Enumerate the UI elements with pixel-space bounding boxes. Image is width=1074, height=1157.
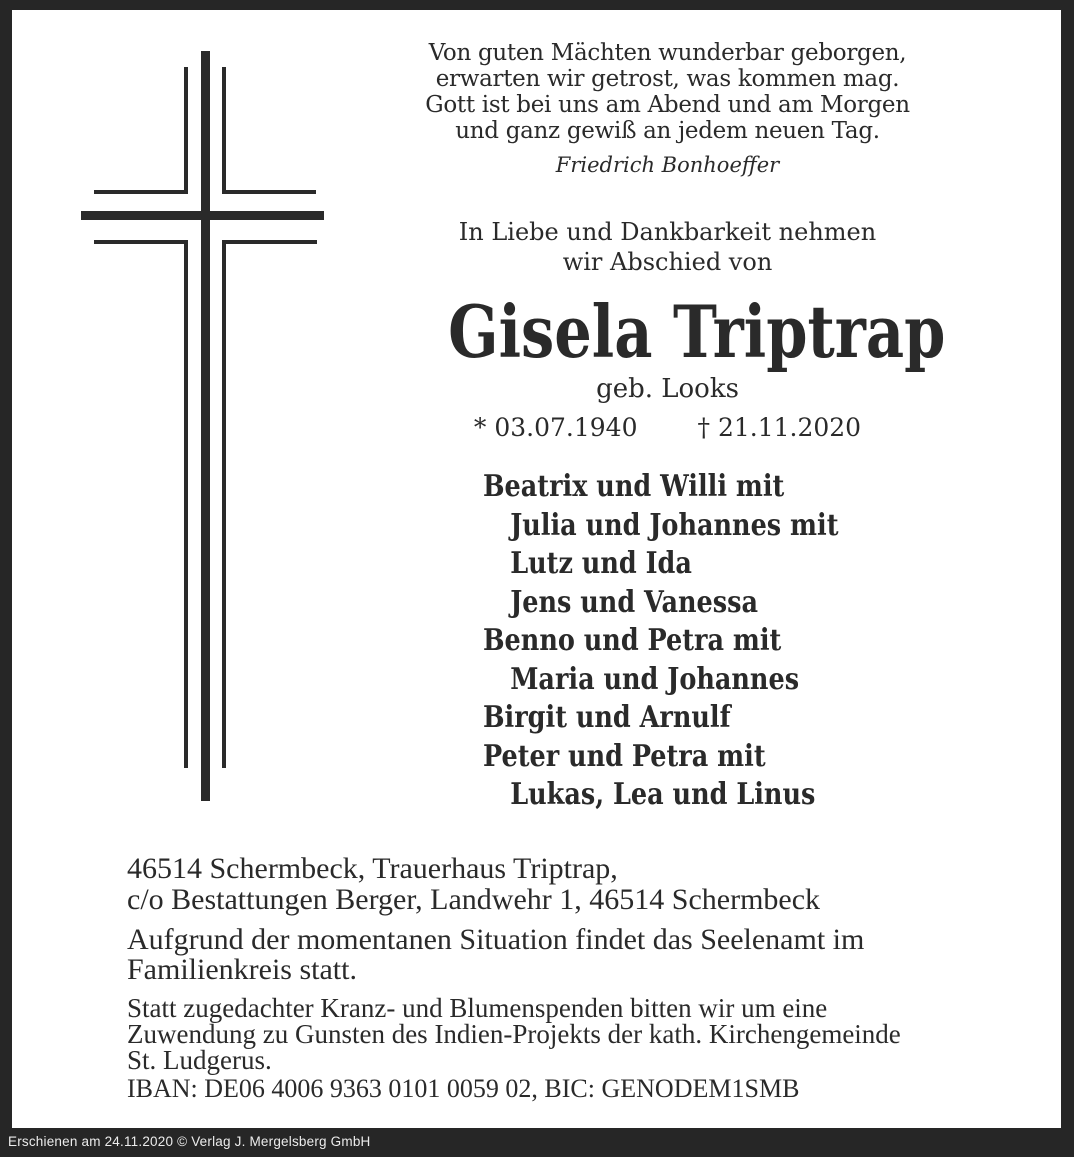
donation-note <box>127 995 901 1073</box>
donation-note-line: St. Ludgerus. <box>127 1045 272 1075</box>
cross-bar-thin-lower-right-horizontal <box>222 240 317 244</box>
mourner-line: Peter und Petra mit <box>483 738 766 774</box>
funeral-address-line: c/o Bestattungen Berger, Landwehr 1, 46514 Schermbeck <box>127 883 821 916</box>
service-note-line: Familienkreis statt. <box>127 953 357 986</box>
verse-attribution: Friedrich Bonhoeffer <box>555 153 780 177</box>
verse-line: erwarten wir getrost, was kommen mag. <box>435 66 900 92</box>
donation-note-line: Zuwendung zu Gunsten des Indien-Projekts der kath. Kirchengemeinde <box>127 1019 901 1049</box>
verse-line: Gott ist bei uns am Abend und am Morgen <box>425 92 910 118</box>
publication-note: Erschienen am 24.11.2020 © Verlag J. Mergelsberg GmbH <box>8 1134 371 1149</box>
cross-bar-thin-upper-left-vertical <box>184 67 188 194</box>
maiden-name: geb. Looks <box>596 374 739 404</box>
mourner-line: Beatrix und Willi mit <box>483 469 785 504</box>
cross-bar-thin-lower-right-vertical <box>222 240 226 768</box>
notice-paper <box>12 10 1061 1128</box>
mourner-line: Lutz und Ida <box>510 546 692 581</box>
cross-bar-thin-upper-right-vertical <box>222 67 226 194</box>
publisher-footer <box>8 1134 370 1149</box>
mourners-list <box>483 468 838 815</box>
service-note-line: Aufgrund der momentanen Situation findet das Seelenamt im <box>127 923 865 956</box>
cross-bar-vertical-main <box>201 51 210 801</box>
deceased-name: Gisela Triptrap <box>448 289 946 374</box>
cross-bar-thin-lower-left-vertical <box>184 240 188 768</box>
cross-bar-horizontal-main <box>81 211 324 220</box>
farewell-intro-line: wir Abschied von <box>562 248 773 276</box>
donation-note-line: Statt zugedachter Kranz- und Blumenspenden bitten wir um eine <box>127 993 828 1023</box>
verse-line: Von guten Mächten wunderbar geborgen, <box>428 40 907 66</box>
bank-details: IBAN: DE06 4006 9363 0101 0059 02, BIC: GENODEM1SMB <box>127 1074 800 1103</box>
life-dates <box>400 413 935 442</box>
mourner-line: Julia und Johannes mit <box>510 507 839 543</box>
opening-verse <box>400 40 935 144</box>
mourner-line: Lukas, Lea und Linus <box>510 777 816 812</box>
birth-date: * 03.07.1940 <box>473 413 638 442</box>
funeral-address-line: 46514 Schermbeck, Trauerhaus Triptrap, <box>127 852 618 885</box>
cross-bar-thin-upper-right-horizontal <box>222 190 316 194</box>
mourner-line: Jens und Vanessa <box>510 584 759 620</box>
mourner-line: Benno und Petra mit <box>483 623 782 658</box>
mourner-line: Maria und Johannes <box>510 661 800 697</box>
service-note <box>127 925 864 985</box>
verse-line: und ganz gewiß an jedem neuen Tag. <box>455 118 880 144</box>
cross-bar-thin-upper-left-horizontal <box>94 190 188 194</box>
cross-bar-thin-lower-left-horizontal <box>94 240 188 244</box>
farewell-intro <box>400 217 935 277</box>
funeral-address <box>127 853 820 915</box>
death-date: † 21.11.2020 <box>697 413 862 442</box>
mourner-line: Birgit und Arnulf <box>483 700 731 735</box>
farewell-intro-line: In Liebe und Dankbarkeit nehmen <box>458 218 877 246</box>
